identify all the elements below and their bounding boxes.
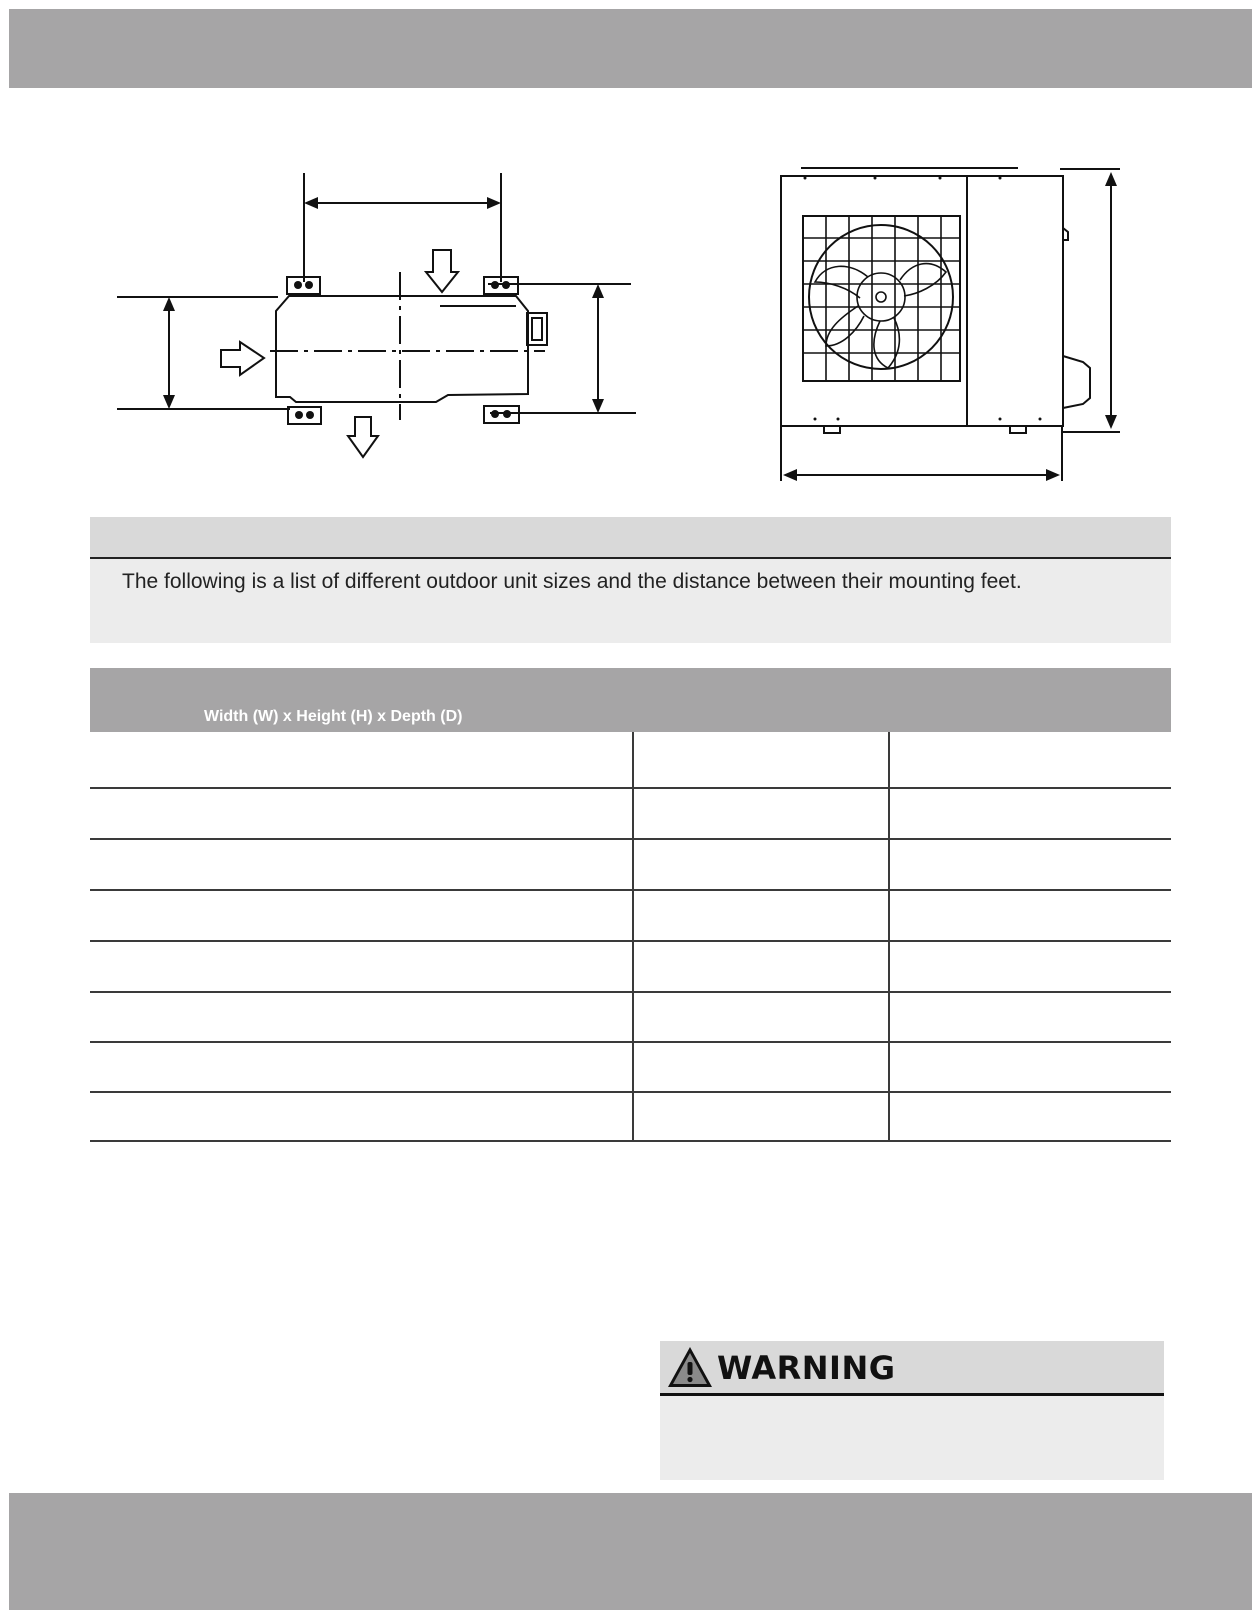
- warning-body: [660, 1396, 1164, 1480]
- table-cell: [634, 942, 890, 991]
- table-cell: [634, 732, 890, 787]
- table-row: [90, 942, 1171, 993]
- warning-header: [660, 1341, 1164, 1396]
- table-cell: [890, 1043, 1171, 1091]
- table-cell: [890, 840, 1171, 889]
- top-view-diagram: [110, 165, 640, 475]
- table-cell: [90, 1093, 634, 1140]
- table-cell: [890, 891, 1171, 940]
- table-row: [90, 789, 1171, 840]
- table-row: [90, 1043, 1171, 1093]
- table-cell: [634, 840, 890, 889]
- table-row: [90, 891, 1171, 942]
- table-header: [90, 668, 1171, 732]
- table-cell: [890, 942, 1171, 991]
- table-cell: [890, 789, 1171, 838]
- table-row: [90, 993, 1171, 1043]
- table-cell: [634, 891, 890, 940]
- info-box: [90, 559, 1171, 643]
- warning-title: WARNING: [717, 1349, 896, 1387]
- table-cell: [90, 789, 634, 838]
- footer-band: [9, 1493, 1252, 1610]
- table-cell: [90, 993, 634, 1041]
- header-band: [9, 9, 1252, 88]
- dimensions-column-header: Width (W) x Height (H) x Depth (D): [204, 708, 463, 725]
- table-row: [90, 732, 1171, 789]
- table-cell: [90, 1043, 634, 1091]
- table-cell: [890, 732, 1171, 787]
- table-cell: [90, 732, 634, 787]
- table-cell: [890, 1093, 1171, 1140]
- table-cell: [90, 891, 634, 940]
- table-cell: [634, 993, 890, 1041]
- front-view-diagram: [770, 160, 1130, 490]
- table-cell: [90, 840, 634, 889]
- table-cell: [634, 1043, 890, 1091]
- info-header-bar: [90, 517, 1171, 559]
- table-cell: [90, 942, 634, 991]
- table-row: [90, 1093, 1171, 1142]
- table-row: [90, 840, 1171, 891]
- info-text: The following is a list of different outdoor unit sizes and the distance between their mounting feet.: [122, 570, 1022, 593]
- table-cell: [634, 1093, 890, 1140]
- warning-triangle-icon: [666, 1345, 714, 1389]
- table-cell: [890, 993, 1171, 1041]
- table-cell: [634, 789, 890, 838]
- dimensions-table: [90, 732, 1171, 1142]
